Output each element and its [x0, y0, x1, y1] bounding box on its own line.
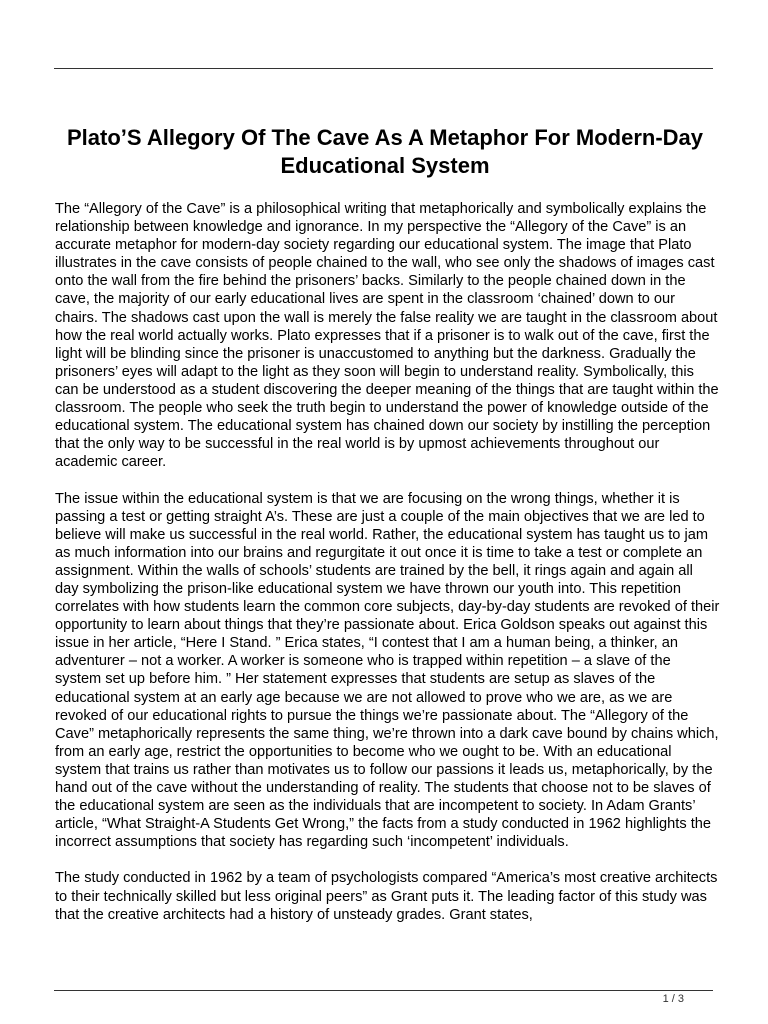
- document-body: [55, 200, 720, 924]
- footer-divider: [54, 990, 713, 991]
- paragraph-2: The issue within the educational system is that we are focusing on the wrong things, whether it is passing a test or getting straight A’s. These are just a couple of the main objectives that we are led to believe will make us successful in the real world. Rather, the educational system has taught us to jam as much information into our brains and regurgitate it out once it is time to take a test or complete an assignment. Within the walls of schools’ students are trained by the bell, it rings again and again all day symbolizing the prison-like educational system we have thrown our youth into. This repetition correlates with how students learn the common core subjects, day-by-day students are revoked of their opportunity to learn about things that they’re passionate about. Erica Goldson speaks out against this issue in her article, “Here I Stand. ” Erica states, “I contest that I am a human being, a thinker, an adventurer – not a worker. A worker is someone who is trapped within repetition – a slave of the system set up before him. ” Her statement expresses that students are setup as slaves of the educational system at an early age because we are not allowed to prove who we are, as we are revoked of our educational rights to pursue the things we’re passionate about. The “Allegory of the Cave” metaphorically represents the same thing, we’re thrown into a dark cave bound by chains which, from an early age, restrict the opportunities to become who we ought to be. With an educational system that trains us rather than motivates us to follow our passions it leads us, metaphorically, by the hand out of the cave without the understanding of reality. The students that choose not to be slaves of the educational system are seen as the individuals that are incompetent to society. In Adam Grants’ article, “What Straight-A Students Get Wrong,” the facts from a study conducted in 1962 highlights the incorrect assumptions that society has regarding such ‘incompetent’ individuals.: [55, 490, 720, 851]
- paragraph-3: The study conducted in 1962 by a team of psychologists compared “America’s most creative architects to their technically skilled but less original peers” as Grant puts it. The leading factor of this study was that the creative architects had a history of unsteady grades. Grant states,: [55, 870, 718, 923]
- page-number: 1 / 3: [662, 993, 684, 1005]
- document-title: Plato’S Allegory Of The Cave As A Metaphor For Modern-Day Educational System: [66, 125, 704, 178]
- header-divider: [54, 68, 713, 69]
- paragraph-1: The “Allegory of the Cave” is a philosophical writing that metaphorically and symbolically explains the relationship between knowledge and ignorance. In my perspective the “Allegory of the Cave” is an accurate metaphor for modern-day society regarding our educational system. The image that Plato illustrates in the cave consists of people chained to the wall, who see only the shadows of images cast onto the wall from the fire behind the prisoners’ backs. Similarly to the people chained down in the cave, the majority of our early educational lives are spent in the classroom ‘chained’ down to our chairs. The shadows cast upon the wall is merely the false reality we are taught in the classroom about how the real world actually works. Plato expresses that if a prisoner is to walk out of the cave, first the light will be blinding since the prisoner is unaccustomed to anything but the darkness. Gradually the prisoners’ eyes will adapt to the light as they soon will begin to understand reality. Symbolically, this can be understood as a student discovering the deeper meaning of the things that are taught within the classroom. The people who seek the truth begin to understand the power of knowledge outside of the educational system. The educational system has chained down our society by instilling the perception that the only way to be successful in the real world is by upmost achievements throughout our academic career.: [55, 201, 719, 471]
